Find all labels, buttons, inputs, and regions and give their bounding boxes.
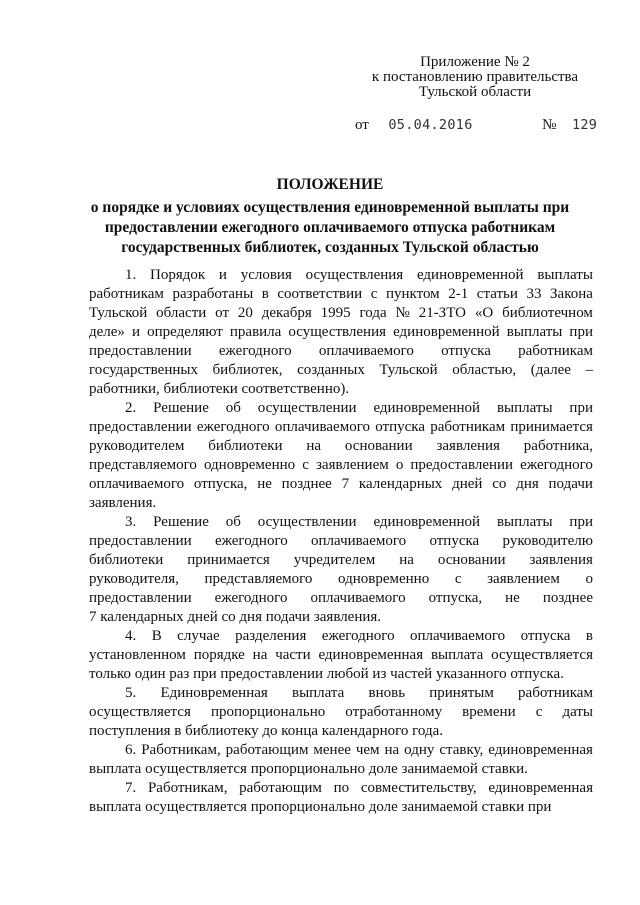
paragraph-line: только один раз при предоставлении любой из частей указанного отпуска. [89,666,564,682]
paragraph-line: 3. Решение об осуществлении единовременной выплаты при [125,514,593,530]
paragraph-line: 5. Единовременная выплата вновь принятым работникам [125,685,593,701]
appendix-number: Приложение № 2 [420,54,530,70]
paragraph [89,513,593,627]
paragraph-line: 2. Решение об осуществлении единовременной выплаты при [125,400,593,416]
paragraph-line: предоставлении ежегодного оплачиваемого отпуска, не позднее [89,590,593,606]
date-prefix: от [355,117,369,133]
subtitle-line: государственных библиотек, созданных Тульской областью [121,239,539,256]
appendix-header [355,55,595,100]
paragraph-line: предоставлении ежегодного оплачиваемого отпуска руководителю [89,533,593,549]
paragraph-line: представляемого одновременно с заявлением о предоставлении ежегодного [89,457,593,473]
document-date: 05.04.2016 [388,117,473,133]
paragraph-line: выплата осуществляется пропорционально доле занимаемой ставки. [89,761,528,777]
document-title: ПОЛОЖЕНИЕ [276,176,384,193]
appendix-reference: к постановлению правительства [371,69,579,85]
paragraph-line: работники, библиотеки соответственно). [89,381,350,397]
document-body [89,266,593,817]
paragraph-line: выплата осуществляется пропорционально доле занимаемой ставки при [89,799,552,815]
paragraph-line: Тульской области от 20 декабря 1995 года № 21-ЗТО «О библиотечном [89,305,593,321]
paragraph [89,266,593,399]
paragraph-line: государственных библиотек, созданных Тульской областью, (далее – [89,362,593,378]
number-prefix: № [542,117,557,133]
paragraph-line: деле» и определяют правила осуществления единовременной выплаты при [89,324,593,340]
paragraph-line: заявления. [89,495,157,511]
paragraph [89,741,593,779]
paragraph-line: 7. Работникам, работающим по совместительству, единовременная [125,780,593,796]
document-dateline [355,117,597,134]
paragraph [89,779,593,817]
paragraph-line: предоставлении ежегодного оплачиваемого отпуска работникам принимается [89,419,593,435]
paragraph-line: 6. Работникам, работающим менее чем на одну ставку, единовременная [125,742,593,758]
paragraph-line: библиотеки принимается учредителем на основании заявления [89,552,593,568]
subtitle-line: о порядке и условиях осуществления единовременной выплаты при [90,199,570,216]
paragraph [89,627,593,684]
paragraph-line: осуществляется пропорционально отработанному времени с даты [89,704,593,720]
document-heading [80,175,580,258]
paragraph-line: оплачиваемого отпуска, не позднее 7 календарных дней со дня подачи [89,476,593,492]
paragraph-line: работникам разработаны в соответствии с пунктом 2-1 статьи 33 Закона [89,286,593,302]
paragraph-line: руководителя, представляемого одновременно с заявлением о [89,571,593,587]
subtitle-line: предоставлении ежегодного оплачиваемого отпуска работникам [104,219,556,236]
paragraph-line: предоставлении ежегодного оплачиваемого отпуска работникам [89,343,593,359]
paragraph-line: руководителем библиотеки на основании заявления работника, [89,438,593,454]
appendix-region: Тульской области [418,84,532,100]
paragraph-line: установленном порядке на части единовременная выплата осуществляется [89,647,593,663]
document-number: 129 [571,117,598,133]
paragraph-line: 1. Порядок и условия осуществления единовременной выплаты [125,267,593,283]
paragraph [89,684,593,741]
paragraph-line: поступления в библиотеку до конца календарного года. [89,723,444,739]
paragraph-line: 7 календарных дней со дня подачи заявления. [89,609,382,625]
paragraph [89,399,593,513]
paragraph-line: 4. В случае разделения ежегодного оплачиваемого отпуска в [125,628,593,644]
